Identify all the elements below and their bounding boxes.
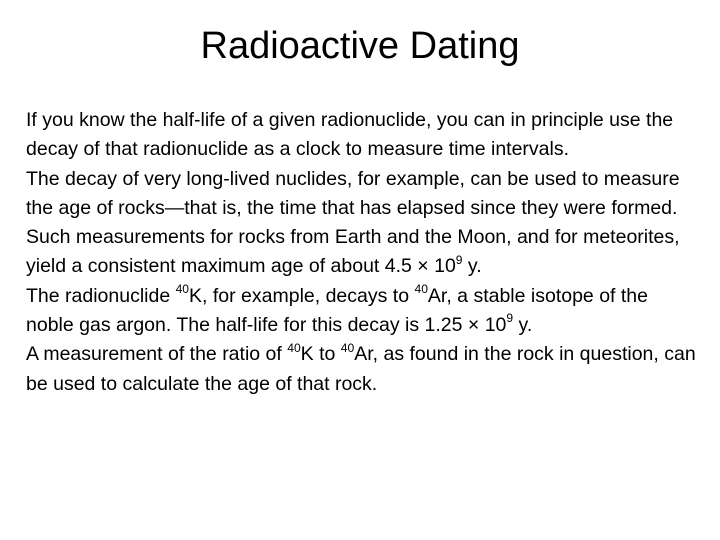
- paragraph-maximum-age: [26, 223, 696, 282]
- mass-number: 40: [175, 282, 190, 297]
- paragraph-ratio-measurement: [26, 340, 696, 399]
- text-segment: Ar, a stable isotope of the noble gas argon. The half-life for this decay is 1.25 × 10: [26, 284, 648, 337]
- text-segment: Ar, as found in the rock in question, can be used to calculate the age of that rock.: [26, 343, 696, 395]
- mass-number: 40: [340, 340, 355, 355]
- paragraph-long-lived-nuclides: The decay of very long-lived nuclides, for example, can be used to measure the age of rocks—that is, the time that has elapsed since they were formed.: [26, 167, 680, 219]
- exponent: 9: [455, 252, 463, 267]
- mass-number: 40: [414, 282, 428, 297]
- text-segment: A measurement of the ratio of: [26, 343, 288, 366]
- exponent: 9: [506, 311, 514, 326]
- text-segment: K, for example, decays to: [189, 284, 415, 307]
- slide-title: Radioactive Dating: [200, 25, 520, 67]
- text-segment: K to: [300, 343, 341, 366]
- unit-text: y.: [462, 255, 482, 278]
- slide-body: [26, 106, 696, 399]
- paragraph-half-life: If you know the half-life of a given radionuclide, you can in principle use the decay of that radionuclide as a clock to measure time intervals.: [26, 109, 674, 161]
- maximum-age-text: Such measurements for rocks from Earth and the Moon, and for meteorites, yield a consistent maximum age of about 4.5 × 10: [26, 226, 680, 278]
- mass-number: 40: [287, 340, 301, 355]
- text-segment: y.: [513, 314, 533, 337]
- text-segment: The radionuclide: [26, 284, 176, 307]
- paragraph-potassium-decay: [26, 282, 696, 341]
